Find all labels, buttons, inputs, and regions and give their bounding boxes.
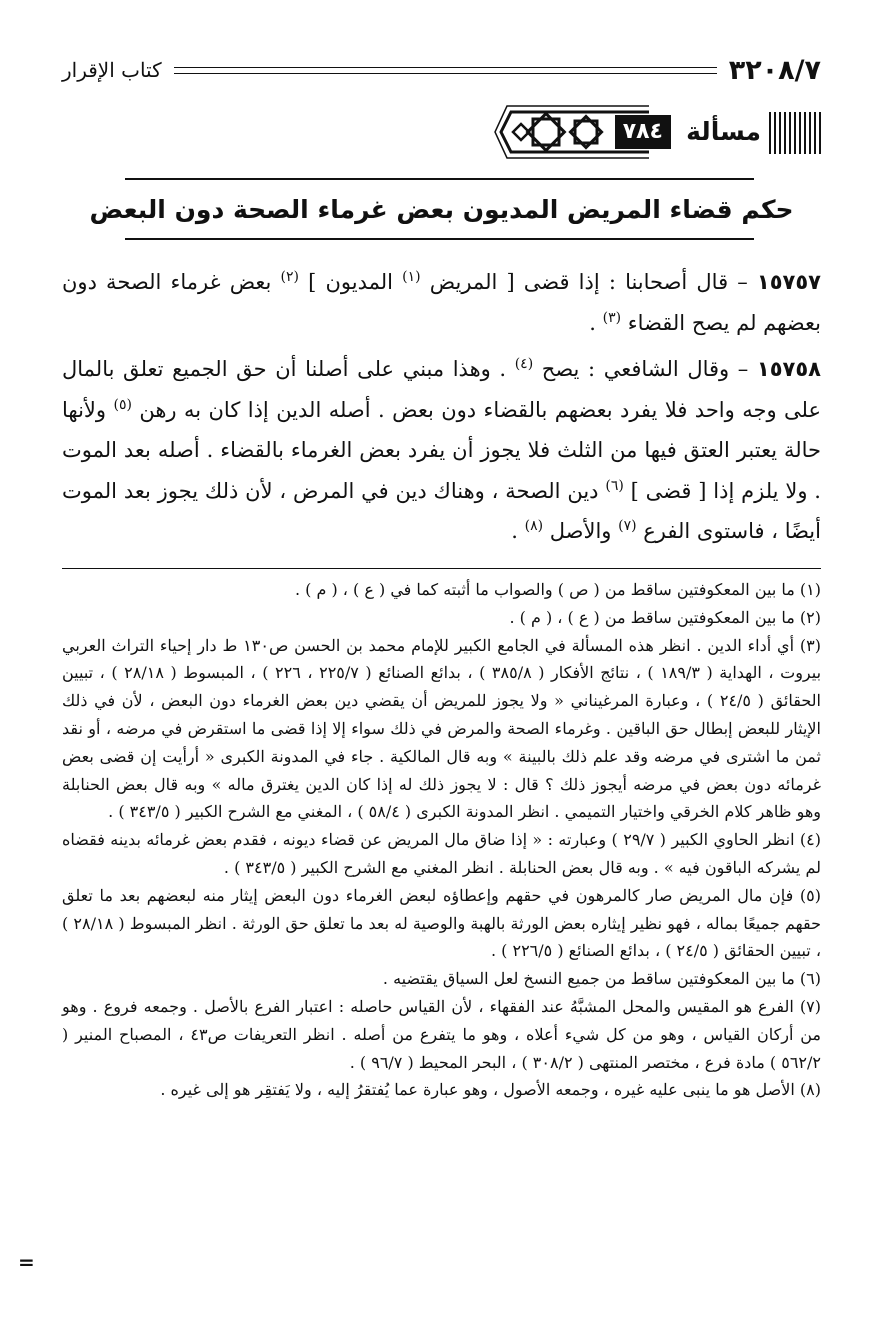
footnote-3: (٣) أي أداء الدين . انظر هذه المسألة في الجامع الكبير للإمام محمد بن الحسن ص١٣٠ ط دار إحياء التراث العربي بيروت ، الهداية ( ١٨٩/٣ ) ، نتائج الأفكار ( ٣٨٥/٨ ) ، بدائع الصنائع ( ٢٢٥/٧ ، ٢٢٦ ) ، المبسوط ( ٢٨/١٨ ) ، تبيين الحقائق ( ٢٤/٥ ) ، وعبارة المرغيناني « ولا يجوز للمريض أن يقضي دين بعض الغرماء دون البعض ، لأن في ذلك الإيثار للبعض إبطال حق الباقين . وغرماء الصحة والمرض في ذلك سواء إلا إذا قضى ما استقرض في مرضه ، أو نقد ثمن ما اشترى في مرضه وقد علم ذلك بالبينة » وبه قال المالكية . جاء في المدونة الكبرى « أرأيت إن قضى بعض غرمائه دون بعض في مرضه أيجوز ذلك ؟ قال : لا يجوز ذلك له إذا كان الدين يغترق ماله » وبه قال بعض الحنابلة وهو ظاهر كلام الخرقي واختيار التميمي . انظر المدونة الكبرى ( ٥٨/٤ ) ، المغني مع الشرح الكبير ( ٣٤٣/٥ ) .	[62, 635, 822, 822]
paragraph-text: .	[589, 310, 603, 335]
paragraph-text: دين الصحة ، وهناك دين في المرض ، لأن ذلك يجوز بعد الموت أيضًا ، فاستوى الفرع	[62, 478, 821, 543]
footnote-reference[interactable]: (٢)	[280, 269, 300, 285]
masala-number: ٧٨٤	[615, 115, 671, 149]
footnote-reference[interactable]: (٣)	[602, 309, 622, 326]
footnote-reference[interactable]: (٧)	[618, 518, 637, 534]
footnote-separator	[62, 568, 821, 569]
banner-ornament	[491, 102, 651, 162]
footnote-reference[interactable]: (٦)	[605, 477, 624, 494]
footnote-4: (٤) انظر الحاوي الكبير ( ٢٩/٧ ) وعبارته : « إذا ضاق مال المريض عن قضاء ديونه ، فقدم بعض غرمائه بدينه فقضاه لم يشركه الباقون فيه » . وبه قال بعض الحنابلة . انظر المغني مع الشرح الكبير ( ٣٤٣/٥ ) .	[62, 830, 822, 877]
running-header	[62, 50, 821, 90]
paragraph-number: ١٥٧٥٧	[756, 270, 821, 294]
paragraph-text: المديون ]	[299, 270, 403, 294]
masala-banner	[491, 100, 821, 162]
footnote-reference[interactable]: (٤)	[514, 356, 534, 372]
paragraph-text: والأصل	[543, 519, 619, 543]
hatched-bar-ornament	[769, 112, 821, 154]
footnote-reference[interactable]: (١)	[402, 269, 421, 285]
footnote-reference[interactable]: (٨)	[524, 518, 544, 534]
paragraph-text: ولأنها حالة يعتبر العتق فيها من الثلث فلا يجوز أن يفرد بعض الغرماء بالقضاء . أصله بعد الموت . ولا يلزم إذا [ قضى ]	[62, 397, 821, 503]
footnote-1: (١) ما بين المعكوفتين ساقط من ( ص ) والصواب ما أثبته كما في ( ع ) ، ( م ) .	[294, 580, 821, 599]
title-top-rule	[125, 178, 754, 180]
issue-title: حكم قضاء المريض المديون بعض غرماء الصحة دون البعض	[89, 195, 794, 224]
footnote-2: (٢) ما بين المعكوفتين ساقط من ( ع ) ، ( م ) .	[509, 607, 821, 627]
paragraph-number: ١٥٧٥٨	[756, 357, 821, 381]
title-bottom-rule	[125, 238, 754, 240]
main-paragraph	[62, 349, 821, 552]
paragraph-text: .	[511, 519, 525, 543]
footnote-5: (٥) فإن مال المريض صار كالمرهون في حقهم وإعطاؤه لبعض الغرماء دون البعض إيثار منه لبعضهم بعد ما تعلق حقهم جميعًا بماله ، فهو نظير إيثاره بعض الورثة بالهبة والوصية له بعد ما تعلق حق الورثة . انظر المبسوط ( ٢٨/١٨ ) ، تبيين الحقائق ( ٢٤/٥ ) ، بدائع الصنائع ( ٢٢٦/٥ ) .	[62, 885, 822, 961]
paragraph-text: . وهذا مبني على أصلنا أن حق الجميع تعلق بالمال على وجه واحد فلا يفرد بعضهم بالقضاء دون بعض . أصله الدين إذا كان به رهن	[62, 357, 821, 422]
footnote-7: (٧) الفرع هو المقيس والمحل المشبَّهُ عند الفقهاء ، لأن القياس حاصله : اعتبار الفرع بالأصل . وجمعه فروع . وهو من أركان القياس ، وهو من كل شيء أعلاه ، وهو ما يتفرع من أصله . انظر التعريفات ص٤٣ ، المصباح المنير ( ٥٦٢/٢ ) مادة فرع ، مختصر المنتهى ( ٣٠٨/٢ ) ، البحر المحيط ( ٩٦/٧ ) .	[62, 996, 822, 1072]
paragraph-text: – وقال الشافعي : يصح	[533, 357, 757, 381]
footnote-8: (٨) الأصل هو ما ينبى عليه غيره ، وجمعه الأصول ، وهو عبارة عما يُفتقرُ إليه ، ولا يَفتقِر هو إلى غيره .	[160, 1080, 821, 1100]
footnote-reference[interactable]: (٥)	[113, 396, 132, 413]
main-text	[62, 262, 821, 558]
paragraph-text: – قال أصحابنا : إذا قضى [ المريض	[420, 270, 757, 294]
main-paragraph	[62, 262, 821, 343]
footnotes	[62, 576, 821, 1104]
book-title: كتاب الإقرار	[62, 58, 162, 82]
page-number: ٣٢٠٨/٧	[728, 54, 821, 86]
paragraph-text: بعض غرماء الصحة دون بعضهم لم يصح القضاء	[62, 270, 821, 335]
continuation-mark: =	[18, 1250, 35, 1274]
masala-label: مسألة	[686, 117, 761, 146]
header-rule	[174, 67, 717, 74]
footnote-6: (٦) ما بين المعكوفتين ساقط من جميع النسخ لعل السياق يقتضيه .	[382, 969, 821, 989]
